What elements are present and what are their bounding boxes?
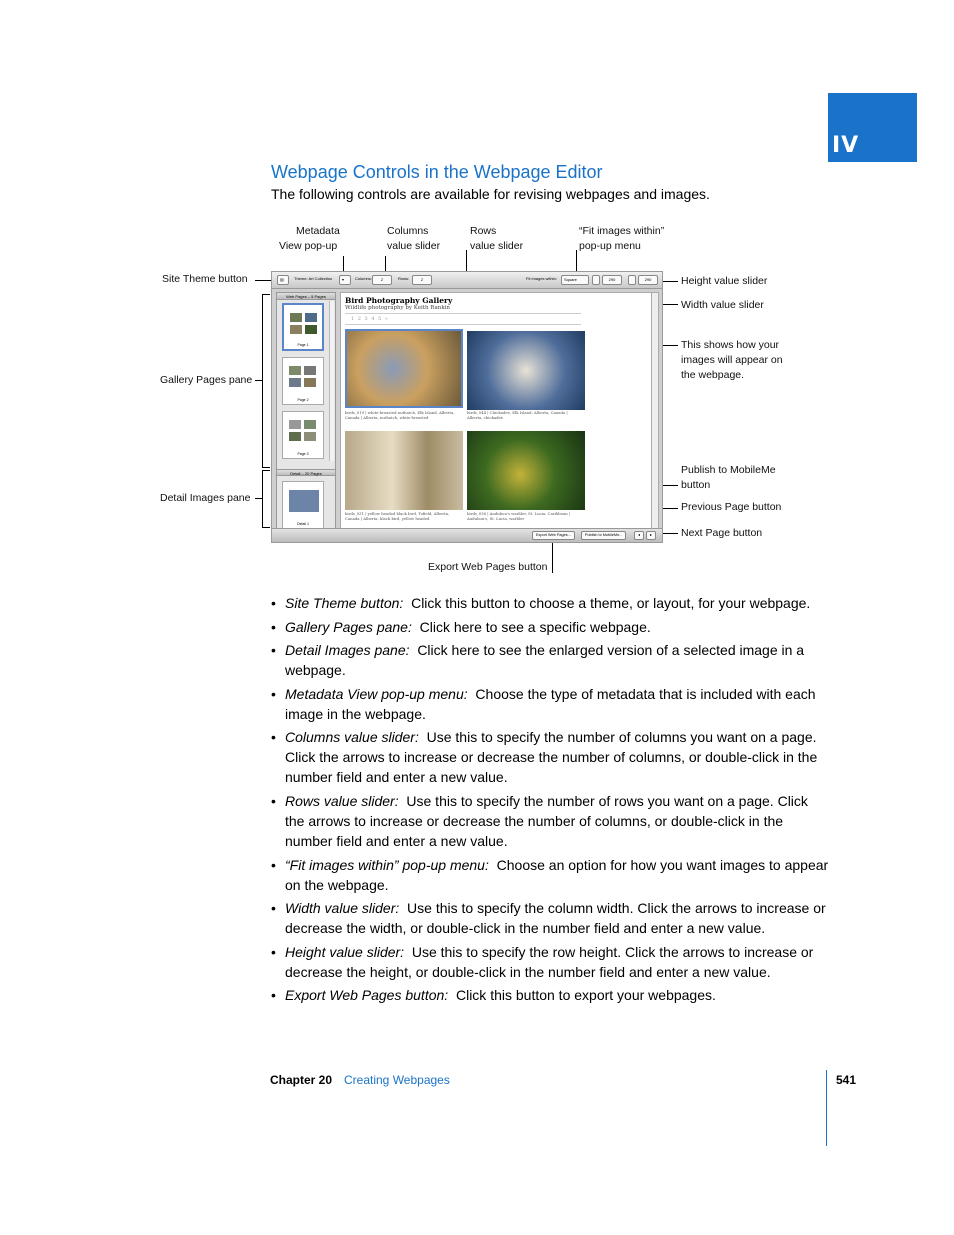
webpage-editor-screenshot [271, 271, 663, 543]
divider [345, 313, 581, 314]
thumb-photo [290, 313, 302, 322]
photo-chickadee[interactable] [467, 331, 585, 410]
page-label: Page 3 [297, 452, 309, 456]
left-pane [276, 292, 336, 532]
callout-height: Height value slider [681, 275, 768, 287]
metadata-icon: ▾ [342, 277, 345, 282]
part-label: IV [832, 133, 860, 158]
thumb-photo [304, 378, 316, 387]
thumb-photo [304, 366, 316, 375]
preview-scrollbar[interactable] [651, 292, 659, 530]
callout-metadata-2: View pop-up [279, 240, 338, 252]
thumb-photo [289, 490, 319, 512]
height-value-slider[interactable]: 290 [638, 275, 658, 285]
rows-label: Rows: [398, 276, 410, 281]
thumb-photo [304, 432, 316, 441]
leader-line [262, 467, 270, 468]
list-item: • Gallery Pages pane: Click here to see a specific webpage. [271, 617, 831, 637]
photo-caption: birds_019 | white-breasted nuthatch, Elk Island, Alberta, Canada | Alberta, nuthatch, white-breasted [345, 410, 455, 420]
list-item: • Height value slider: Use this to specify the row height. Click the arrows to increase or decrease the height, or double-click in the number field and enter a new value. [271, 942, 831, 982]
detail-images-header: Detail – 20 Pages [277, 469, 335, 476]
photo-blackbird[interactable] [345, 431, 463, 510]
fit-label: Fit images within: [526, 276, 557, 281]
callout-publish: Publish to MobileMe button [681, 464, 776, 491]
next-page-button[interactable] [646, 531, 656, 540]
gallery-pages-scrollbar[interactable] [329, 301, 334, 461]
photo-nuthatch[interactable] [345, 329, 463, 408]
callout-gallery-pane: Gallery Pages pane [160, 374, 253, 386]
list-item: • Columns value slider: Use this to specify the number of columns you want on a page. Click the arrows to increase or decrease the number of columns, or double-click in the number field and enter a new value. [271, 727, 831, 787]
callout-previous: Previous Page button [681, 501, 782, 513]
arrow-left-icon: ◂ [638, 533, 640, 537]
gallery-page-thumb[interactable] [282, 303, 324, 351]
callout-next: Next Page button [681, 527, 763, 539]
list-item: • Rows value slider: Use this to specify the number of rows you want on a page. Click the arrows to increase or decrease the number of columns, or double-click in the number field and enter a new value. [271, 791, 831, 851]
page-navigation[interactable]: 1 2 3 4 5 » [351, 316, 389, 322]
list-item: • Export Web Pages button: Click this button to export your webpages. [271, 985, 831, 1005]
intro-text: The following controls are available for revising webpages and images. [271, 186, 710, 202]
callout-shows: This shows how your images will appear on the webpage. [681, 339, 783, 381]
gallery-subtitle: Wildlife photography by Keith Rankin [345, 305, 450, 311]
callout-rows: Rows value slider [470, 225, 524, 252]
leader-line [255, 380, 263, 381]
layout-icon: ▤ [280, 277, 284, 282]
previous-page-button[interactable] [634, 531, 644, 540]
callout-width: Width value slider [681, 299, 764, 311]
detail-label: Detail 1 [297, 522, 309, 526]
callout-export: Export Web Pages button [428, 561, 548, 573]
list-item: • Metadata View pop-up menu: Choose the type of metadata that is included with each image in the webpage. [271, 684, 831, 724]
arrow-right-icon: ▸ [650, 533, 652, 537]
callout-fit: “Fit images within” pop-up menu [579, 225, 665, 252]
gallery-title: Bird Photography Gallery [345, 296, 453, 305]
photo-caption: birds_031 | yellow headed black bird, Tofield, Alberta, Canada | Alberta, black bird, yellow headed [345, 511, 450, 521]
editor-bottom-bar [272, 528, 662, 542]
photo-warbler[interactable] [467, 431, 585, 510]
columns-value-slider[interactable]: 2 [372, 275, 392, 285]
list-item: • Detail Images pane: Click here to see the enlarged version of a selected image in a webpage. [271, 640, 831, 680]
footer-divider [826, 1070, 827, 1146]
list-item: • Site Theme button: Click this button to choose a theme, or layout, for your webpage. [271, 593, 831, 613]
list-item: • Width value slider: Use this to specify the column width. Click the arrows to increase or decrease the width, or double-click in the number field and enter a new value. [271, 898, 831, 938]
rows-value-slider[interactable]: 2 [412, 275, 432, 285]
page-label: Page 1 [297, 343, 309, 347]
gallery-pages-header: Web Pages – 5 Pages [277, 293, 335, 300]
footer-chapter: Chapter 20 [270, 1073, 333, 1087]
fit-images-popup[interactable]: Square [561, 275, 589, 285]
photo-caption: birds_044 | Chickadee, Elk Island, Alberta, Canada | Alberta, chickadee [467, 410, 568, 420]
page-label: Page 2 [297, 398, 309, 402]
thumb-photo [289, 378, 301, 387]
editor-toolbar [272, 272, 662, 289]
callout-detail-pane: Detail Images pane [160, 492, 251, 504]
gallery-page-thumb[interactable] [282, 357, 324, 405]
callout-columns: Columns value slider [387, 225, 441, 252]
width-icon [592, 275, 600, 285]
webpage-preview [340, 292, 652, 530]
footer-chapter-name[interactable]: Creating Webpages [344, 1073, 450, 1087]
width-value-slider[interactable]: 290 [602, 275, 622, 285]
gallery-page-thumb[interactable] [282, 411, 324, 459]
leader-line [262, 470, 270, 471]
divider [345, 324, 581, 325]
section-title: Webpage Controls in the Webpage Editor [271, 162, 603, 182]
leader-line [262, 294, 270, 295]
thumb-photo [304, 420, 316, 429]
callout-metadata: Metadata [296, 225, 340, 237]
columns-label: Columns: [355, 276, 372, 281]
detail-image-thumb[interactable] [282, 481, 324, 529]
thumb-photo [290, 325, 302, 334]
part-tab [828, 93, 917, 162]
thumb-photo [289, 432, 301, 441]
thumb-photo [289, 366, 301, 375]
list-item: • “Fit images within” pop-up menu: Choose an option for how you want images to appear on the webpage. [271, 855, 831, 895]
callout-site-theme: Site Theme button [162, 273, 248, 285]
theme-name: Theme: Art Collection [294, 276, 333, 281]
photo-caption: birds_036 | Audubon's warbler, St. Lucia, Caribbean | Audubon's, St. Lucia, warbler [467, 511, 571, 521]
leader-line [262, 527, 270, 528]
page-number: 541 [836, 1073, 857, 1087]
leader-line [255, 498, 263, 499]
height-icon [628, 275, 636, 285]
metadata-view-popup[interactable] [339, 275, 351, 285]
controls-list [271, 593, 831, 1009]
export-web-pages-button[interactable]: Export Web Pages... [532, 531, 575, 540]
site-theme-button[interactable] [277, 275, 289, 285]
thumb-photo [305, 313, 317, 322]
publish-mobileme-button[interactable]: Publish to MobileMe... [581, 531, 626, 540]
thumb-photo [305, 325, 317, 334]
thumb-photo [289, 420, 301, 429]
